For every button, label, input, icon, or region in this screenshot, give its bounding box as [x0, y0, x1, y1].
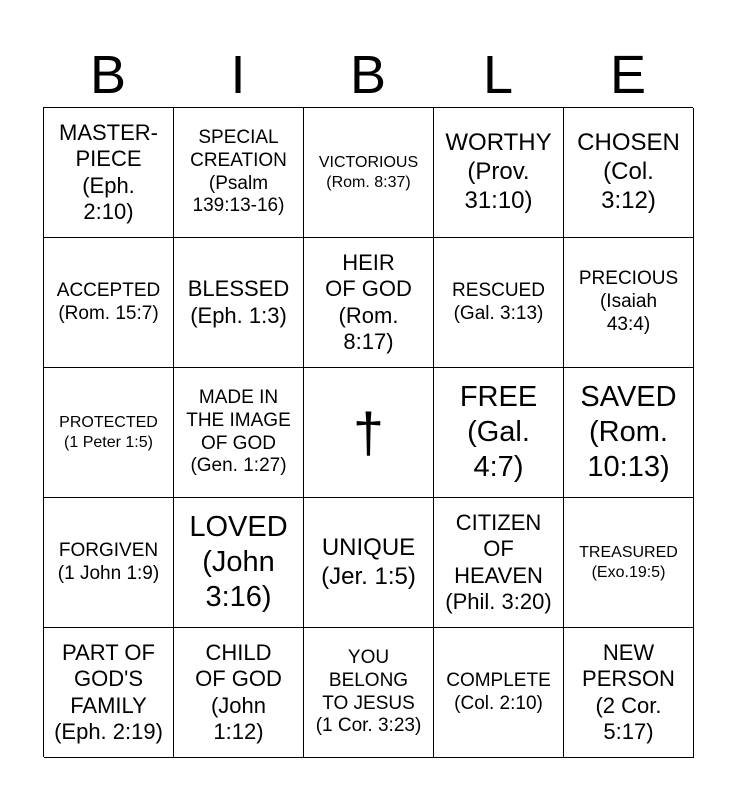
bingo-cell[interactable]: CHILD OF GOD (John 1:12) [174, 628, 304, 758]
bingo-board [43, 107, 693, 757]
bingo-cell[interactable]: RESCUED (Gal. 3:13) [434, 238, 564, 368]
bingo-cell[interactable]: VICTORIOUS (Rom. 8:37) [304, 108, 434, 238]
header-letter-b: B [89, 45, 127, 105]
bingo-cell[interactable]: PROTECTED (1 Peter 1:5) [44, 368, 174, 498]
bingo-cell[interactable]: UNIQUE (Jer. 1:5) [304, 498, 434, 628]
bingo-cell[interactable]: ACCEPTED (Rom. 15:7) [44, 238, 174, 368]
bingo-cell[interactable]: PART OF GOD'S FAMILY (Eph. 2:19) [44, 628, 174, 758]
bingo-cell[interactable]: CHOSEN (Col. 3:12) [564, 108, 694, 238]
bingo-cell[interactable]: WORTHY (Prov. 31:10) [434, 108, 564, 238]
bingo-header [43, 44, 693, 106]
bingo-cell[interactable]: NEW PERSON (2 Cor. 5:17) [564, 628, 694, 758]
bingo-cell[interactable]: COMPLETE (Col. 2:10) [434, 628, 564, 758]
bingo-cell[interactable]: FORGIVEN (1 John 1:9) [44, 498, 174, 628]
header-letter-l: L [482, 45, 514, 105]
free-space-cross-icon[interactable]: † [304, 368, 434, 498]
header-letter-i: I [230, 45, 246, 105]
bingo-cell[interactable]: CITIZEN OF HEAVEN (Phil. 3:20) [434, 498, 564, 628]
header-letter-b-2: B [349, 45, 387, 105]
bingo-cell[interactable]: HEIR OF GOD (Rom. 8:17) [304, 238, 434, 368]
bingo-cell[interactable]: LOVED (John 3:16) [174, 498, 304, 628]
bingo-cell[interactable]: FREE (Gal. 4:7) [434, 368, 564, 498]
bingo-cell[interactable]: SPECIAL CREATION (Psalm 139:13-16) [174, 108, 304, 238]
bingo-cell[interactable]: MASTER- PIECE (Eph. 2:10) [44, 108, 174, 238]
bingo-cell[interactable]: YOU BELONG TO JESUS (1 Cor. 3:23) [304, 628, 434, 758]
bingo-cell[interactable]: PRECIOUS (Isaiah 43:4) [564, 238, 694, 368]
header-letter-e: E [609, 45, 647, 105]
bingo-cell[interactable]: BLESSED (Eph. 1:3) [174, 238, 304, 368]
bingo-cell[interactable]: MADE IN THE IMAGE OF GOD (Gen. 1:27) [174, 368, 304, 498]
bingo-cell[interactable]: SAVED (Rom. 10:13) [564, 368, 694, 498]
bingo-cell[interactable]: TREASURED (Exo.19:5) [564, 498, 694, 628]
